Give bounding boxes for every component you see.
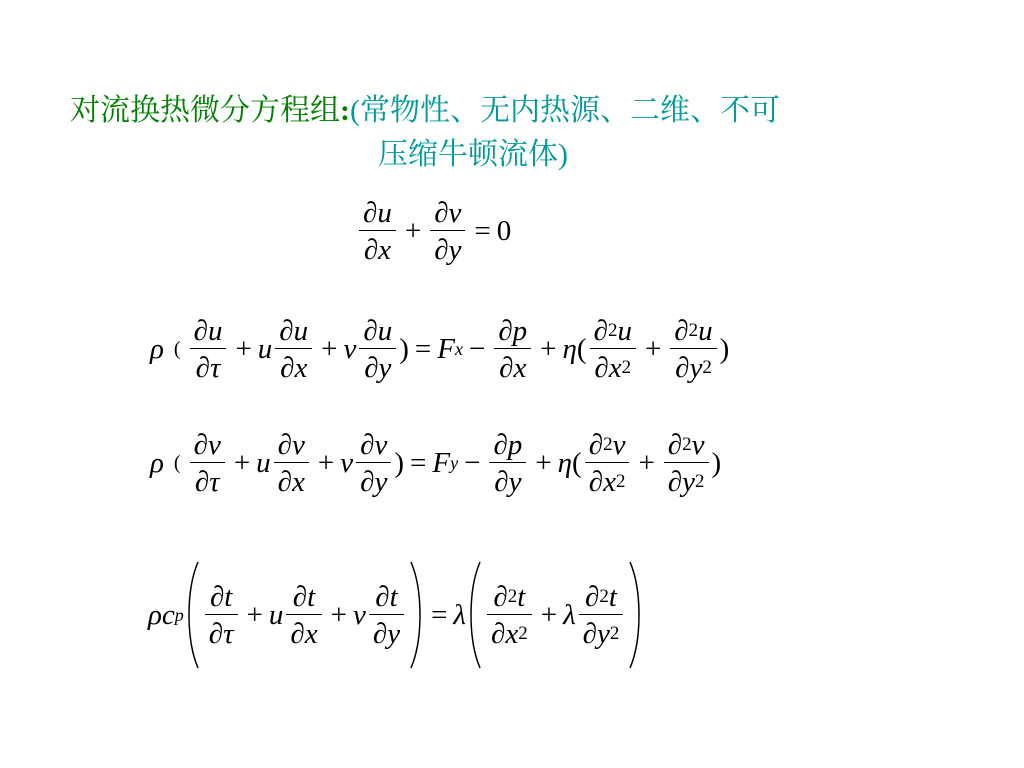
title-paren-close: ) [558, 138, 568, 171]
continuity-equation: ∂ u ∂ x + ∂ v ∂ y = 0 [356, 196, 511, 267]
energy-equation: ρc p ∂ t ∂ τ + u ∂ t ∂ x + v ∂ t ∂ y = λ ∂ 2 t ∂ x 2 + λ ∂ 2 t ∂ y 2 [148, 560, 644, 670]
cp-subscript: p [174, 604, 184, 625]
title-paren-open: ( [350, 94, 360, 127]
momentum-y-equation: ρ ( ∂ v ∂ τ + u ∂ v ∂ x + v ∂ v ∂ y ) = F y − ∂ p ∂ y + η ( ∂ 2 v ∂ x 2 + ∂ 2 v ∂ y 2 ) [150, 429, 722, 498]
body-force-y-sub: y [450, 453, 459, 473]
body-force-y: F [432, 447, 451, 479]
right-paren-large [407, 560, 425, 670]
frac-dv-dy: ∂ v ∂ y [430, 196, 465, 267]
left-paren-large-2 [466, 560, 484, 670]
frac-du-dx: ∂ u ∂ x [359, 196, 396, 267]
title-main: 对流换热微分方程组 [70, 93, 340, 128]
title-line-2 [378, 138, 568, 172]
title-line-1 [70, 94, 780, 128]
body-force-x-sub: x [454, 339, 463, 359]
right-paren-large-2 [626, 560, 644, 670]
title-conditions-cont: 压缩牛顿流体 [378, 137, 558, 172]
left-paren-large [184, 560, 202, 670]
momentum-x-equation: ρ ( ∂ u ∂ τ + u ∂ u ∂ x + v ∂ u ∂ y ) = F x − ∂ p ∂ x + η ( ∂ 2 u ∂ x 2 + ∂ 2 u ∂ y 2 ) [150, 315, 730, 384]
body-force-x: F [437, 333, 455, 365]
title-conditions: 常物性、无内热源、二维、不可 [360, 93, 780, 128]
title-colon: : [340, 94, 350, 127]
continuity-rhs: 0 [496, 215, 512, 247]
